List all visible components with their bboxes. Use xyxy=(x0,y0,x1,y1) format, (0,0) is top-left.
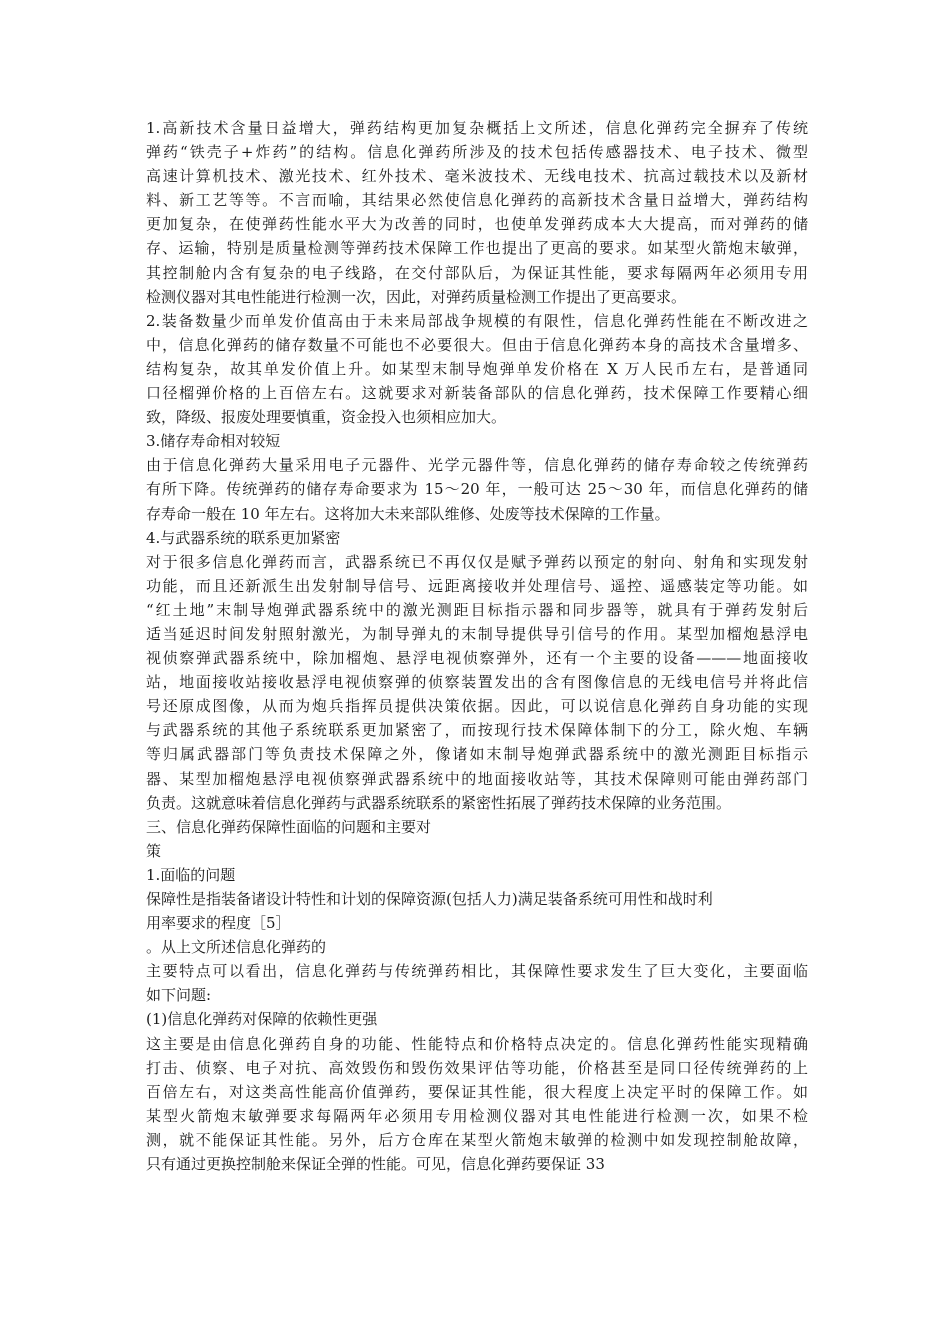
text-line: 如下问题: xyxy=(146,986,212,1005)
text-line: 等归属武器部门等负责技术保障之外，像诸如末制导炮弹武器系统中的激光测距目标指示 xyxy=(146,745,808,764)
text-line: 弹药“铁壳子+炸药”的结构。信息化弹药所涉及的技术包括传感器技术、电子技术、微型 xyxy=(146,143,808,162)
text-line: 器、某型加榴炮悬浮电视侦察弹武器系统中的地面接收站等，其技术保障则可能由弹药部门 xyxy=(146,769,808,788)
text-line: 对于很多信息化弹药而言，武器系统已不再仅仅是赋予弹药以预定的射向、射角和实现发射 xyxy=(146,552,808,571)
text-line: 。从上文所述信息化弹药的 xyxy=(146,938,327,957)
text-line: 致，降级、报废处理要慎重，资金投入也须相应加大。 xyxy=(146,408,507,427)
text-line: 中，信息化弹药的储存数量不可能也不必要很大。但由于信息化弹药本身的高技术含量增多、 xyxy=(146,335,808,354)
text-line: 某型火箭炮末敏弹要求每隔两年必须用专用检测仪器对其电性能进行检测一次，如果不检 xyxy=(146,1106,808,1125)
text-line: 4.与武器系统的联系更加紧密 xyxy=(146,528,341,547)
text-line: 测，就不能保证其性能。另外，后方仓库在某型火箭炮末敏弹的检测中如发现控制舱故障， xyxy=(146,1130,808,1149)
text-line: 站，地面接收站接收悬浮电视侦察弹的侦察装置发出的含有图像信息的无线电信号并将此信 xyxy=(146,673,808,692)
text-line: 由于信息化弹药大量采用电子元器件、光学元器件等，信息化弹药的储存寿命较之传统弹药 xyxy=(146,456,808,475)
text-line: 1.高新技术含量日益增大，弹药结构更加复杂概括上文所述，信息化弹药完全摒弃了传统 xyxy=(146,119,808,137)
text-line: 策 xyxy=(146,841,162,860)
text-line: 其控制舱内含有复杂的电子线路，在交付部队后，为保证其性能，要求每隔两年必须用专用 xyxy=(146,263,808,282)
text-line: 存寿命一般在 10 年左右。这将加大未来部队维修、处废等技术保障的工作量。 xyxy=(146,504,670,523)
text-line: 与武器系统的其他子系统联系更加紧密了，而按现行技术保障体制下的分工，除火炮、车辆 xyxy=(146,721,808,740)
text-line: 打击、侦察、电子对抗、高效毁伤和毁伤效果评估等功能，价格甚至是同口径传统弹药的上 xyxy=(146,1058,808,1077)
text-line: 更加复杂，在使弹药性能水平大为改善的同时，也使单发弹药成本大大提高，而对弹药的储 xyxy=(146,215,808,234)
text-line: 号还原成图像，从而为炮兵指挥员提供决策依据。因此，可以说信息化弹药自身功能的实现 xyxy=(146,697,808,716)
text-line: 结构复杂，故其单发价值上升。如某型末制导炮弹单发价格在 X 万人民币左右，是普通同 xyxy=(146,359,808,378)
text-line: 主要特点可以看出，信息化弹药与传统弹药相比，其保障性要求发生了巨大变化，主要面临 xyxy=(146,962,808,981)
text-line: (1)信息化弹药对保障的依赖性更强 xyxy=(146,1010,378,1029)
text-line: 适当延迟时间发射照射激光，为制导弹丸的末制导提供导引信号的作用。某型加榴炮悬浮电 xyxy=(146,624,808,643)
text-line: 用率要求的程度［5］ xyxy=(146,914,291,933)
text-line: 功能，而且还新派生出发射制导信号、远距离接收并处理信号、遥控、遥感装定等功能。如 xyxy=(146,576,808,595)
text-line: 视侦察弹武器系统中，除加榴炮、悬浮电视侦察弹外，还有一个主要的设备———地面接收 xyxy=(146,649,808,668)
text-line: 存、运输，特别是质量检测等弹药技术保障工作也提出了更高的要求。如某型火箭炮末敏弹， xyxy=(146,239,808,258)
text-line: 负责。这就意味着信息化弹药与武器系统联系的紧密性拓展了弹药技术保障的业务范围。 xyxy=(146,793,732,812)
text-line: 口径榴弹价格的上百倍左右。这就要求对新装备部队的信息化弹药，技术保障工作要精心细 xyxy=(146,384,808,403)
text-line: 保障性是指装备诸设计特性和计划的保障资源(包括人力)满足装备系统可用性和战时利 xyxy=(146,890,713,908)
text-line: 这主要是由信息化弹药自身的功能、性能特点和价格特点决定的。信息化弹药性能实现精确 xyxy=(146,1034,808,1053)
text-line: 只有通过更换控制舱来保证全弹的性能。可见，信息化弹药要保证 33 xyxy=(146,1155,605,1174)
text-line: 有所下降。传统弹药的储存寿命要求为 15～20 年，一般可达 25～30 年，而信息化弹药的储 xyxy=(146,480,808,499)
text-line: 2.装备数量少而单发价值高由于未来局部战争规模的有限性，信息化弹药性能在不断改进之 xyxy=(146,311,808,330)
text-line: 料、新工艺等等。不言而喻，其结果必然使信息化弹药的高新技术含量日益增大，弹药结构 xyxy=(146,191,808,210)
text-line: “红土地”末制导炮弹武器系统中的激光测距目标指示器和同步器等，就具有于弹药发射后 xyxy=(146,600,808,619)
text-line: 三、信息化弹药保障性面临的问题和主要对 xyxy=(146,817,432,836)
text-line: 检测仪器对其电性能进行检测一次，因此，对弹药质量检测工作提出了更高要求。 xyxy=(146,287,687,306)
text-line: 百倍左右，对这类高性能高价值弹药，要保证其性能，很大程度上决定平时的保障工作。如 xyxy=(146,1082,808,1101)
text-line: 高速计算机技术、激光技术、红外技术、毫米波技术、无线电技术、抗高过载技术以及新材 xyxy=(146,167,808,186)
text-line: 1.面临的问题 xyxy=(146,865,236,884)
document-body xyxy=(146,116,950,1176)
text-line: 3.储存寿命相对较短 xyxy=(146,432,281,451)
